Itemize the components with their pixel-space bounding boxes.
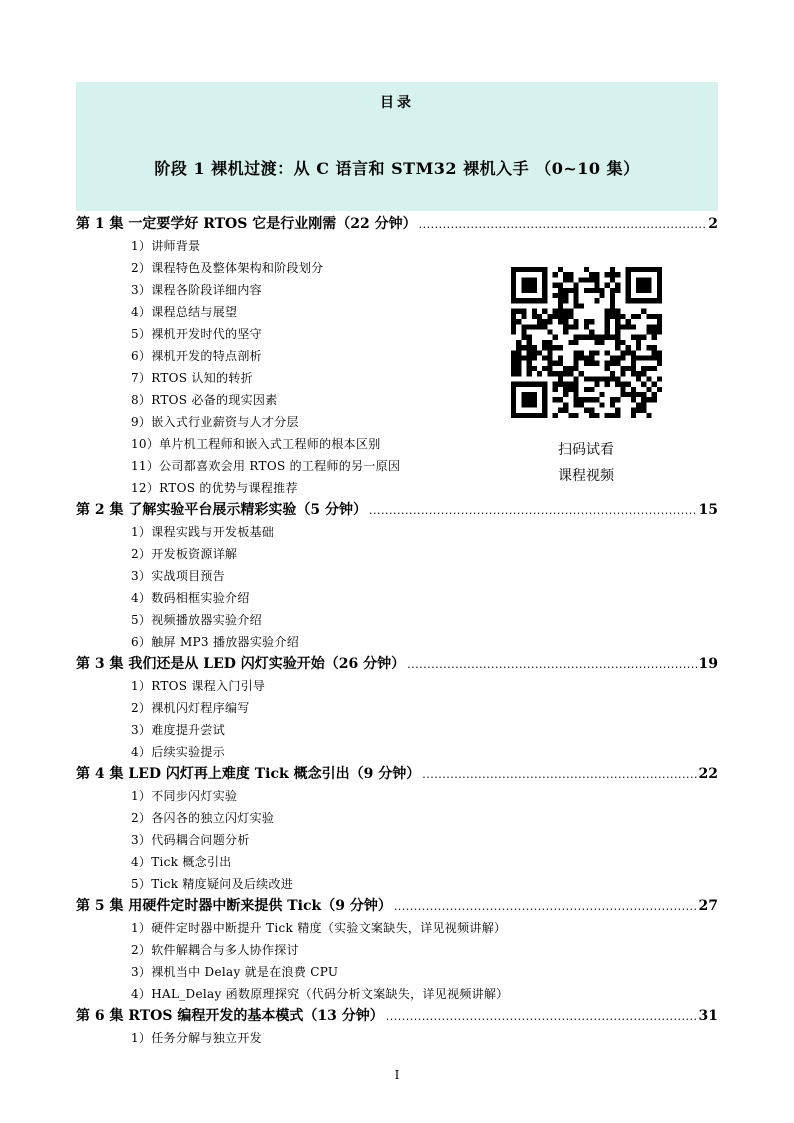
page-title: 目录: [380, 95, 414, 111]
chapter-page-number: 27: [698, 898, 718, 914]
toc-subitem: 12）RTOS 的优势与课程推荐: [131, 481, 298, 495]
toc-chapter-row[interactable]: [76, 499, 718, 521]
toc-subitem: 1）课程实践与开发板基础: [131, 525, 275, 539]
dot-leader: [422, 764, 696, 786]
dot-leader: [369, 500, 697, 522]
toc-subitem: 8）RTOS 必备的现实因素: [131, 393, 278, 407]
chapter-page-number: 15: [698, 502, 718, 518]
toc-subitem: 2）开发板资源详解: [131, 547, 238, 561]
toc-subitem: 9）嵌入式行业薪资与人才分层: [131, 415, 299, 429]
dot-leader: [419, 214, 707, 236]
toc-subitem: 3）难度提升尝试: [131, 723, 226, 737]
toc-subitem: 10）单片机工程师和嵌入式工程师的根本区别: [131, 437, 381, 451]
toc-subitem: 4）数码相框实验介绍: [131, 591, 250, 605]
toc-subitem: 2）软件解耦合与多人协作探讨: [131, 943, 299, 957]
toc-subitem: 7）RTOS 认知的转折: [131, 371, 253, 385]
toc-subitem: 2）各闪各的独立闪灯实验: [131, 811, 275, 825]
chapter-page-number: 2: [708, 216, 718, 232]
toc-subitem: 4）后续实验提示: [131, 745, 226, 759]
toc-subitem: 1）不同步闪灯实验: [131, 789, 238, 803]
dot-leader: [394, 896, 697, 918]
qr-caption-line1: 扫码试看: [558, 442, 614, 458]
qr-caption-line2: 课程视频: [558, 468, 614, 484]
toc-subitem: 1）硬件定时器中断提升 Tick 精度（实验文案缺失，详见视频讲解）: [131, 921, 507, 935]
toc-subitem: 6）裸机开发的特点剖析: [131, 349, 262, 363]
page-number: I: [394, 1068, 400, 1082]
toc-subitem: 3）裸机当中 Delay 就是在浪费 CPU: [131, 965, 339, 979]
chapter-page-number: 31: [698, 1008, 718, 1024]
header-banner: [76, 82, 718, 211]
toc-subitem: 4）课程总结与展望: [131, 305, 238, 319]
toc-subitem: 1）任务分解与独立开发: [131, 1031, 262, 1045]
toc-chapter-row[interactable]: [76, 213, 718, 235]
chapter-title: 第 5 集 用硬件定时器中断来提供 Tick（9 分钟）: [76, 898, 392, 914]
toc-subitem: 3）课程各阶段详细内容: [131, 283, 262, 297]
toc-chapter-row[interactable]: [76, 1005, 718, 1027]
toc-subitem: 3）代码耦合问题分析: [131, 833, 250, 847]
chapter-page-number: 19: [698, 656, 718, 672]
toc-chapter-row[interactable]: [76, 653, 718, 675]
stage-heading: 阶段 1 裸机过渡：从 C 语言和 STM32 裸机入手 （0~10 集）: [154, 159, 640, 178]
chapter-title: 第 6 集 RTOS 编程开发的基本模式（13 分钟）: [76, 1008, 384, 1024]
toc-chapter-row[interactable]: [76, 895, 718, 917]
toc-subitem: 3）实战项目预告: [131, 569, 226, 583]
toc-subitem: 1）RTOS 课程入门引导: [131, 679, 266, 693]
dot-leader: [407, 654, 696, 676]
qr-code-icon: [511, 267, 662, 418]
toc-subitem: 2）课程特色及整体架构和阶段划分: [131, 261, 324, 275]
toc-subitem: 1）讲师背景: [131, 239, 201, 253]
chapter-title: 第 4 集 LED 闪灯再上难度 Tick 概念引出（9 分钟）: [76, 766, 421, 782]
toc-subitem: 5）Tick 精度疑问及后续改进: [131, 877, 294, 891]
toc-subitem: 4）Tick 概念引出: [131, 855, 232, 869]
chapter-title: 第 1 集 一定要学好 RTOS 它是行业刚需（22 分钟）: [76, 216, 417, 232]
dot-leader: [386, 1006, 697, 1028]
qr-caption: [520, 437, 652, 489]
toc-subitem: 5）视频播放器实验介绍: [131, 613, 262, 627]
toc-subitem: 4）HAL_Delay 函数原理探究（代码分析文案缺失，详见视频讲解）: [131, 987, 509, 1001]
toc-subitem: 5）裸机开发时代的坚守: [131, 327, 262, 341]
chapter-title: 第 2 集 了解实验平台展示精彩实验（5 分钟）: [76, 502, 367, 518]
toc-subitem: 2）裸机闪灯程序编写: [131, 701, 250, 715]
toc-subitem: 11）公司都喜欢会用 RTOS 的工程师的另一原因: [131, 459, 401, 473]
chapter-page-number: 22: [698, 766, 718, 782]
chapter-title: 第 3 集 我们还是从 LED 闪灯实验开始（26 分钟）: [76, 656, 406, 672]
toc-chapter-row[interactable]: [76, 763, 718, 785]
toc-subitem: 6）触屏 MP3 播放器实验介绍: [131, 635, 300, 649]
